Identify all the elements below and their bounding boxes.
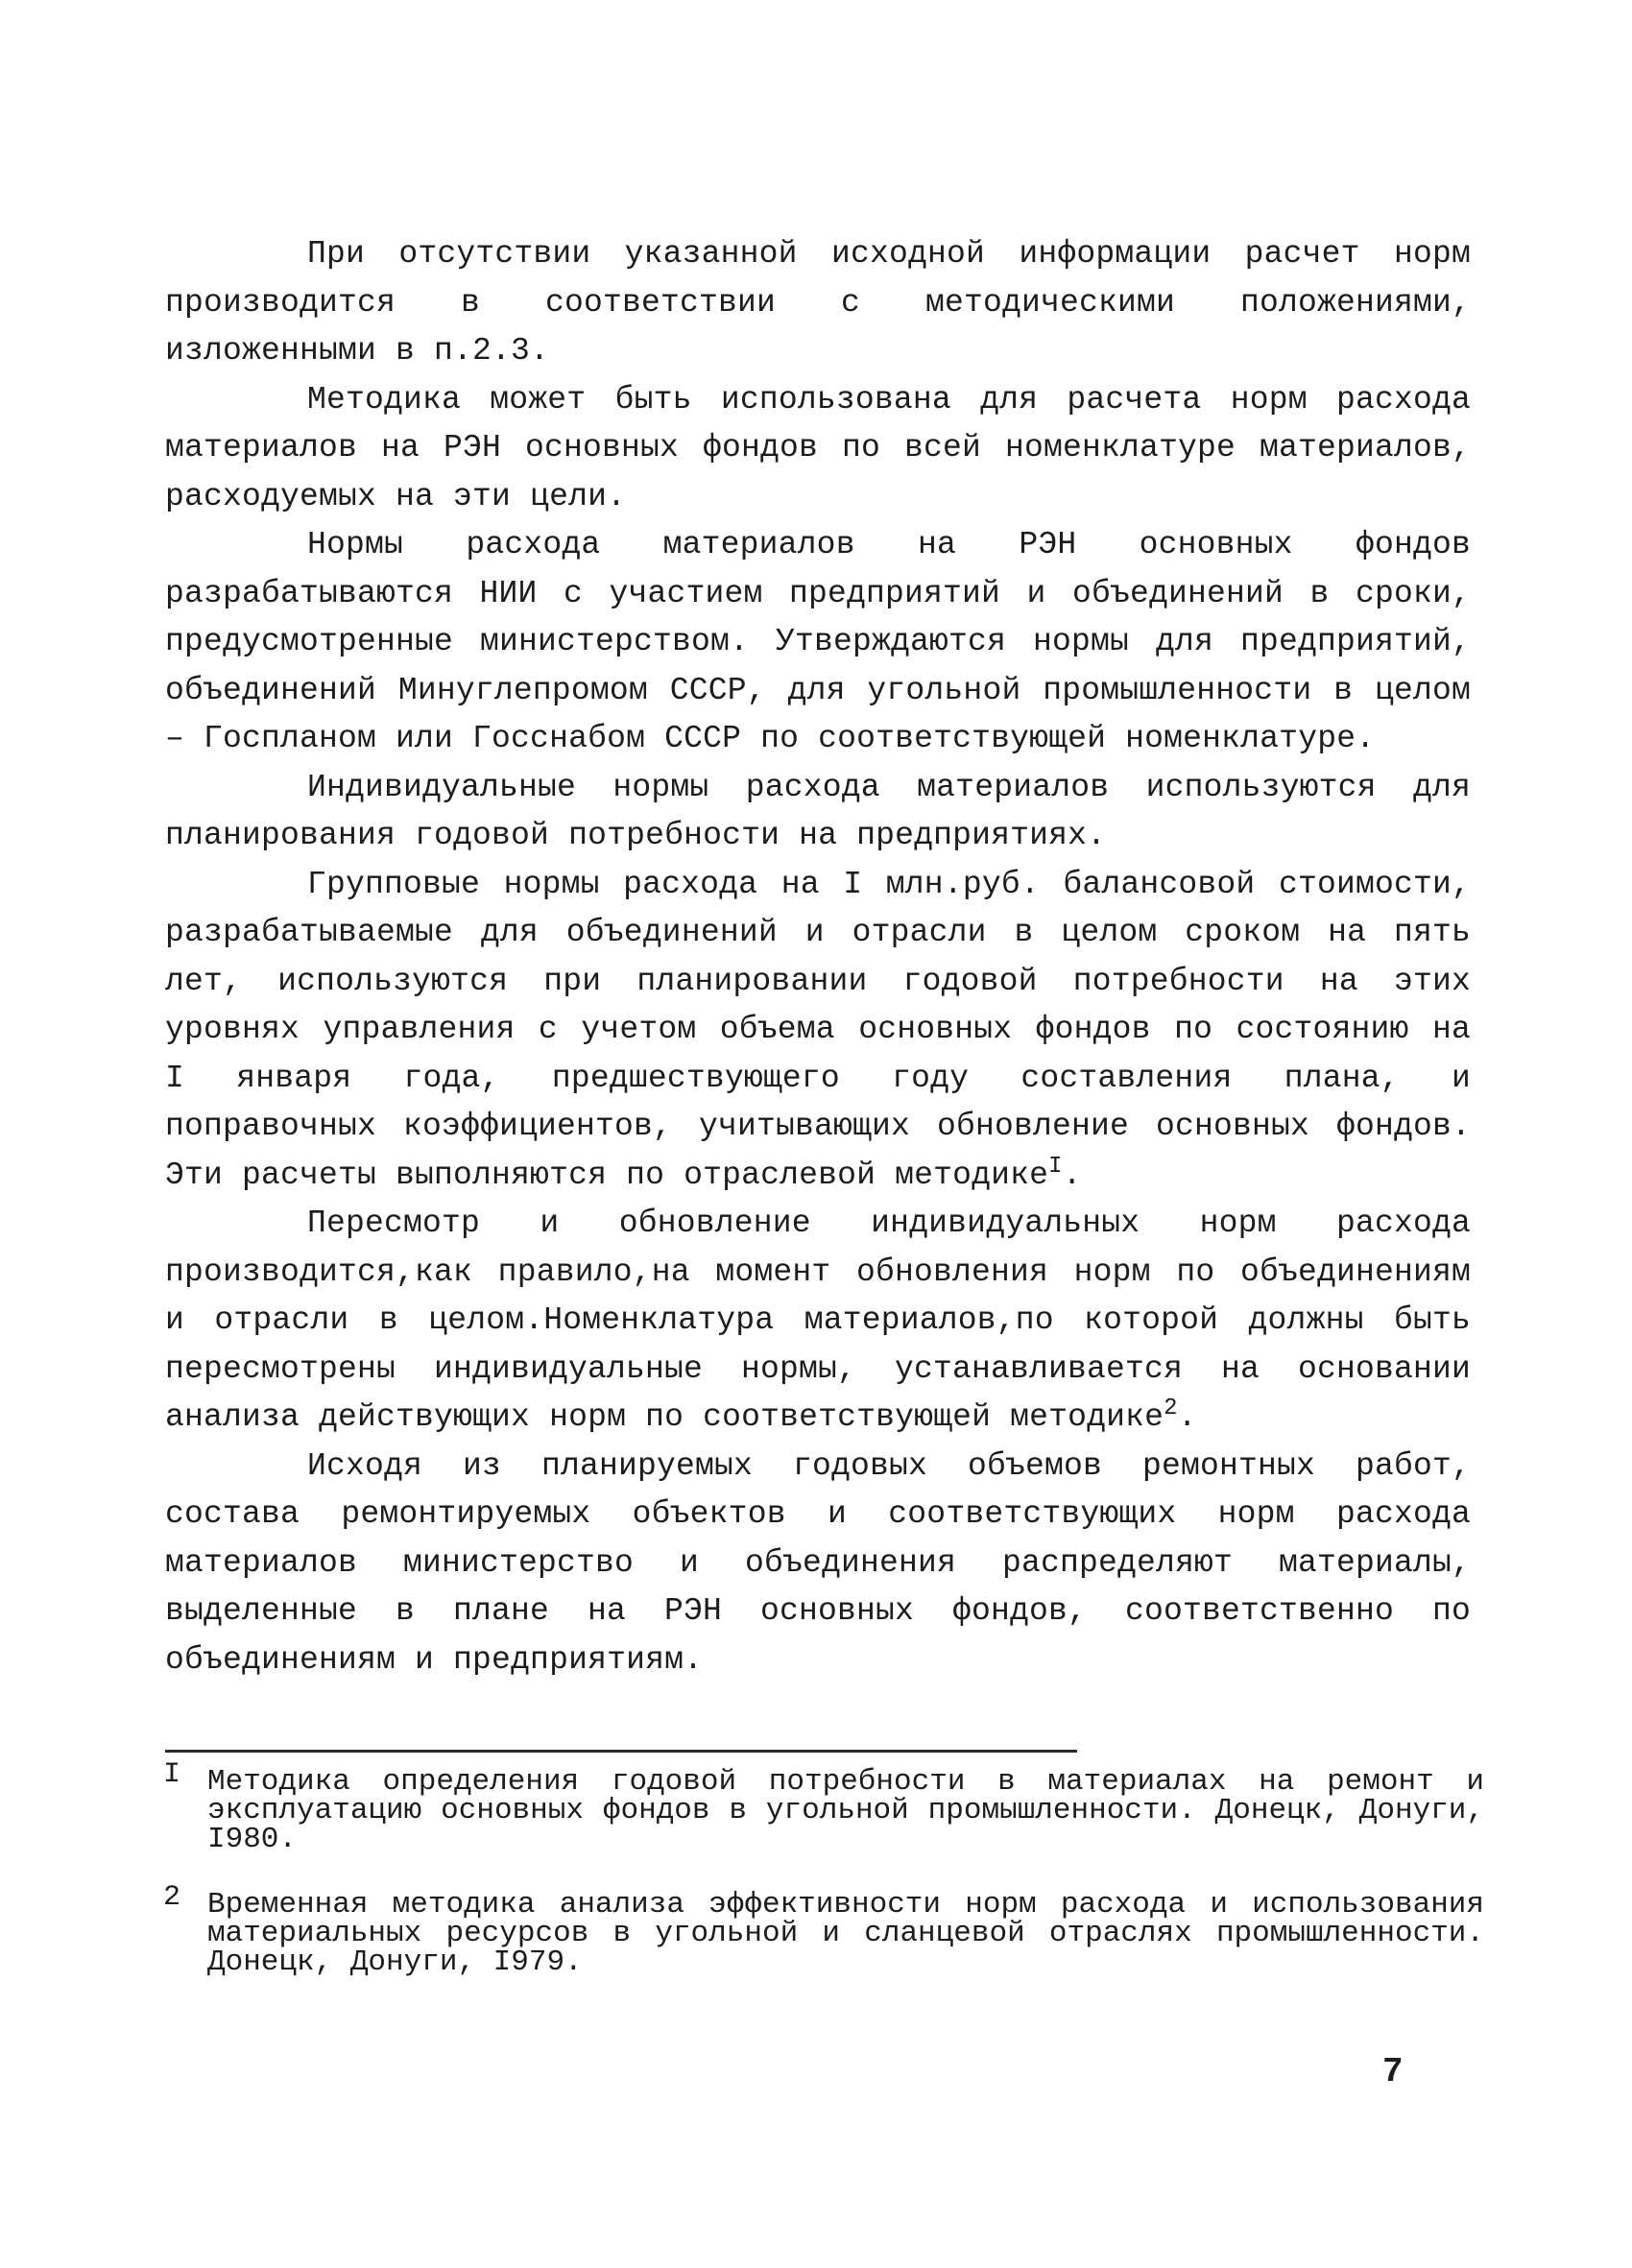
footnote-1	[159, 1758, 1484, 1856]
footnote-separator	[165, 1750, 1077, 1753]
paragraph-6-end: .	[1177, 1399, 1197, 1435]
page-number: 7	[1382, 2052, 1404, 2091]
paragraph-4: Индивидуальные нормы расхода материалов используются для планирования годовой потребности на предприятиях.	[165, 769, 1471, 853]
footnote-ref-1[interactable]: I	[1048, 1153, 1063, 1180]
footnote-ref-2[interactable]: 2	[1164, 1396, 1178, 1421]
footnotes	[159, 1758, 1484, 2014]
footnote-2-text: Временная методика анализа эффективности норм расхода и использования материальных ресурсов в угольной и сланцевой отраслях промышленности. Донецк, Донуги, I979.	[207, 1888, 1484, 1979]
paragraph-6	[165, 1200, 1471, 1443]
paragraph-5	[165, 861, 1471, 1201]
footnote-1-text: Методика определения годовой потребности в материалах на ремонт и эксплуатацию основных фондов в угольной промышленности. Донецк, Донуги, I980.	[207, 1765, 1484, 1856]
paragraph-6-text: Пересмотр и обновление индивидуальных норм расхода производится,как правило,на момент обновления норм по объединениям и отрасли в целом.Номенклатура материалов,по которой должны быть пересмотрены индивидуальные нормы, устанавливается на основании анализа действующих норм по соответствующей методике	[165, 1206, 1471, 1435]
paragraph-5-text: Групповые нормы расхода на I млн.руб. балансовой стоимости, разрабатываемые для объединений и отрасли в целом сроком на пять лет, используются при планировании годовой потребности на этих уровнях управления с учетом объема основных фондов по состоянию на I января года, предшествующего году составления плана, и поправочных коэффициентов, учитывающих обновление основных фондов. Эти расчеты выполняются по отраслевой методике	[165, 866, 1471, 1193]
footnote-2-number: 2	[163, 1881, 181, 1914]
paragraph-2: Методика может быть использована для расчета норм расхода материалов на РЭН основных фондов по всей номенклатуре материалов, расходуемых на эти цели.	[165, 381, 1471, 514]
paragraph-3: Нормы расхода материалов на РЭН основных фондов разрабатываются НИИ с участием предприятий и объединений в сроки, предусмотренные министерством. Утверждаются нормы для предприятий, объединений Минуглепромом СССР, для угольной промышленности в целом – Госпланом или Госснабом СССР по соответствующей номенклатуре.	[165, 527, 1471, 756]
footnote-1-number: I	[163, 1758, 181, 1791]
paragraph-1: При отсутствии указанной исходной информации расчет норм производится в соответствии с методическими положениями, изложенными в п.2.3.	[165, 236, 1471, 369]
paragraph-5-end: .	[1062, 1157, 1082, 1193]
footnote-2	[159, 1881, 1484, 1979]
paragraph-7: Исходя из планируемых годовых объемов ремонтных работ, состава ремонтируемых объектов и соответствующих норм расхода материалов министерство и объединения распределяют материалы, выделенные в плане на РЭН основных фондов, соответственно по объединениям и предприятиям.	[165, 1447, 1471, 1678]
main-text	[165, 230, 1471, 1684]
